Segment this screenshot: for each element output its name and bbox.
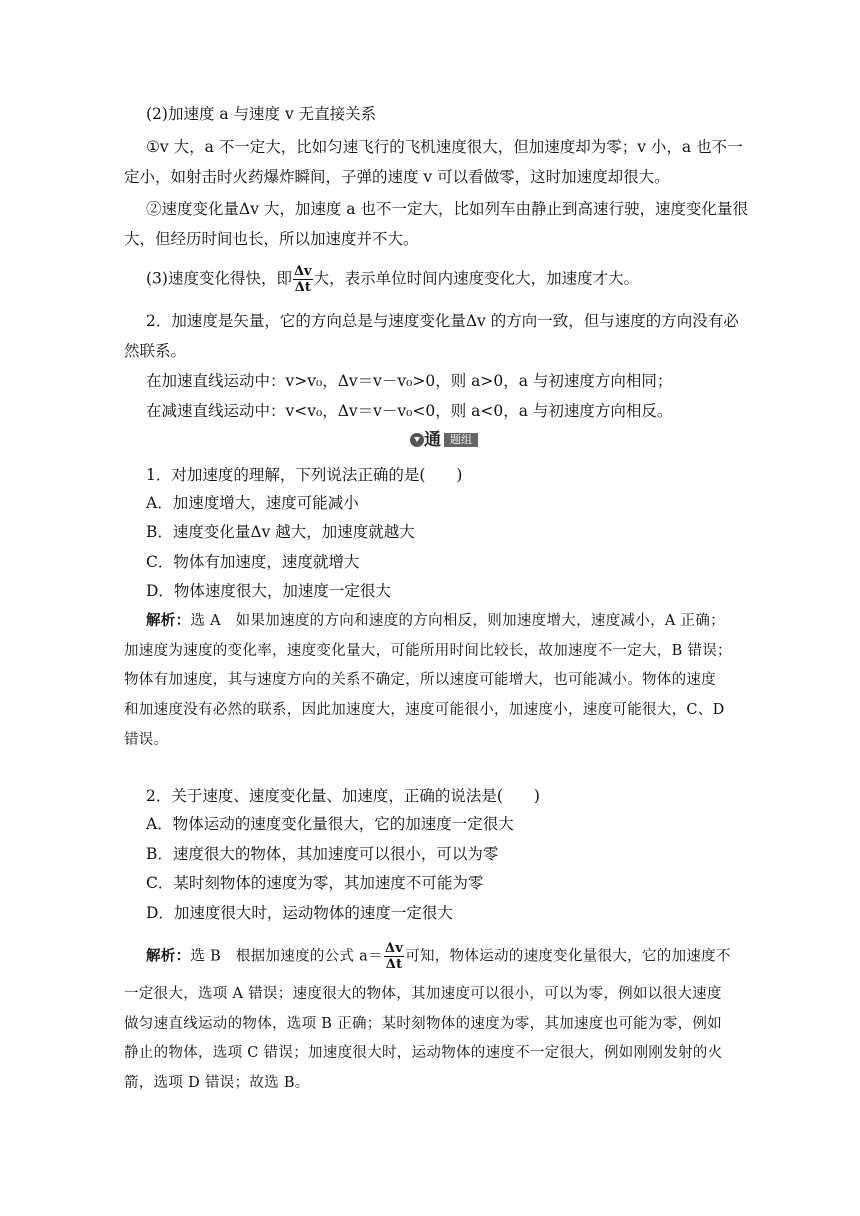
q1-solution-line-1 [146,611,725,631]
fraction-numerator: Δv [293,264,312,279]
question-2-stem: 2．关于速度、速度变化量、加速度，正确的说法是( ) [146,787,540,805]
decelerating-case: 在减速直线运动中：v<v₀，Δv＝v－v₀<0，则 a<0，a 与初速度方向相反。 [146,402,673,420]
point-2-line-2: 然联系。 [124,342,187,360]
section-3-line [146,264,639,295]
section-3-pre: (3)速度变化得快，即 [146,269,292,288]
q2-option-d: D．加速度很大时，运动物体的速度一定很大 [146,904,453,922]
point-2-line-1: 2．加速度是矢量，它的方向总是与速度变化量Δv 的方向一致，但与速度的方向没有必 [146,312,739,330]
section-2-title: (2)加速度 a 与速度 v 无直接关系 [146,105,377,123]
q2-solution-line-1 [146,941,731,972]
q2-option-b: B．速度很大的物体，其加速度可以很小，可以为零 [146,845,499,863]
para-2-line-1: ②速度变化量Δv 大，加速度 a 也不一定大，比如列车由静止到高速行驶，速度变化量很 [146,200,748,218]
q2-fraction-numerator: Δv [384,941,404,956]
q2-solution-line-3: 做匀速直线运动的物体，选项 B 正确；某时刻物体的速度为零，其加速度也可能为零，例如 [124,1016,722,1032]
exercise-group-badge [410,430,480,450]
q2-solution-post: 可知，物体运动的速度变化量很大，它的加速度不 [405,948,731,965]
para-1-line-2: 定小，如射击时火药爆炸瞬间，子弹的速度 v 可以看做零，这时加速度却很大。 [124,168,670,186]
q2-solution-line-4: 静止的物体，选项 C 错误；加速度很大时，运动物体的速度不一定很大，例如刚刚发射的火 [124,1045,723,1061]
q1-option-d: D．物体速度很大，加速度一定很大 [146,582,391,600]
q2-solution-line-2: 一定很大，选项 A 错误；速度很大的物体，其加速度可以很小，可以为零，例如以很大速度 [124,986,722,1002]
accelerating-case: 在加速直线运动中：v>v₀，Δv＝v－v₀>0，则 a>0，a 与初速度方向相同； [146,372,673,390]
q1-solution-line-4: 和加速度没有必然的联系，因此加速度大，速度可能很小，加速度小，速度可能很大，C、D [124,702,725,718]
badge-main-text: 通 [424,430,441,450]
q1-solution-line-5: 错误。 [124,732,169,748]
q1-option-b: B．速度变化量Δv 越大，加速度就越大 [146,523,415,541]
delta-v-over-delta-t-fraction [293,264,313,295]
q1-solution-text: 选 A 如果加速度的方向和速度的方向相反，则加速度增大，速度减小，A 正确； [190,613,725,629]
para-2-line-2: 大，但经历时间也长，所以加速度并不大。 [124,230,419,248]
q1-solution-line-2: 加速度为速度的变化率，速度变化量大，可能所用时间比较长，故加速度不一定大，B 错误； [124,643,732,659]
q2-option-a: A．物体运动的速度变化量很大，它的加速度一定很大 [146,815,514,833]
question-1-stem: 1．对加速度的理解，下列说法正确的是( ) [146,466,463,484]
q1-solution-label: 解析： [146,612,191,629]
fraction-denominator: Δt [294,280,311,295]
section-3-post: 大，表示单位时间内速度变化大，加速度才大。 [313,269,640,288]
q2-solution-label: 解析： [146,947,191,965]
q2-formula-fraction [384,941,404,972]
q2-fraction-denominator: Δt [385,957,403,972]
chevron-down-circle-icon [410,433,424,447]
q1-option-c: C．物体有加速度，速度就增大 [146,553,360,571]
para-1-line-1: ①v 大，a 不一定大，比如匀速飞行的飞机速度很大，但加速度却为零；v 小，a 也不一 [146,138,743,156]
q2-solution-line-5: 箭，选项 D 错误；故选 B。 [124,1075,310,1091]
q2-solution-pre: 选 B 根据加速度的公式 a＝ [190,948,383,965]
q2-option-c: C．某时刻物体的速度为零，其加速度不可能为零 [146,874,484,892]
q1-option-a: A．加速度增大，速度可能减小 [146,494,359,512]
q1-solution-line-3: 物体有加速度，其与速度方向的关系不确定，所以速度可能增大，也可能减小。物体的速度 [124,672,716,688]
badge-sub-text: 题组 [444,433,478,447]
